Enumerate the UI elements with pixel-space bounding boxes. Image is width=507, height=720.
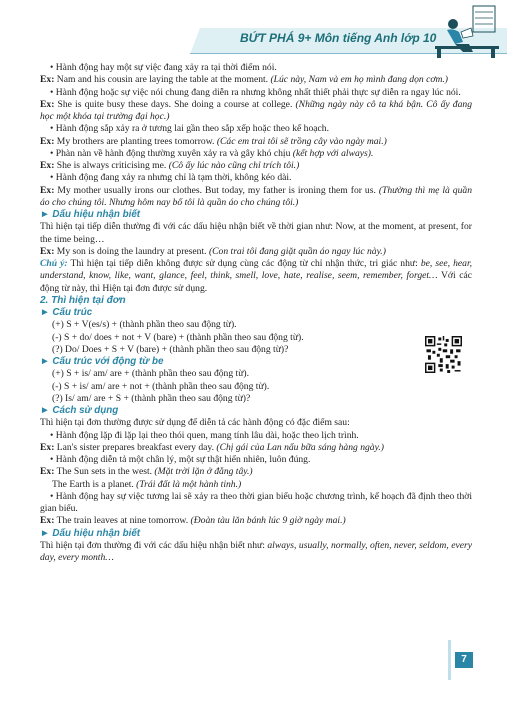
bullet-item [40,172,472,184]
paragraph-text: Thì hiện tại tiếp diễn thường đi với các dấu hiệu nhận biết về thời gian như: Now, at the moment, at present, for the time being… [40,221,472,245]
structure-text: (+) S + V(es/s) + (thành phần theo sau động từ). [52,319,237,331]
bullet-item [40,491,472,516]
structure-text: (+) S + is/ am/ are + (thành phần theo sau động từ). [52,368,250,380]
bullet-text: • Hành động lặp đi lặp lại theo thói quen, mang tính lâu dài, hoặc theo lịch trình. [50,429,359,441]
example-english: The Sun sets in the west. [54,466,153,478]
section-title-text: 2. Thì hiện tại đơn [40,294,126,306]
page-number: 7 [455,652,473,668]
example-label: Ex: [40,515,55,527]
note-tail: Với các động từ này, thì Hiện tại đơn được sử dụng. [40,270,472,294]
example-english: Nam and his cousin are laying the table at the moment. [54,74,269,86]
subheading [40,356,472,368]
bullet-text: • Hành động hoặc sự việc nói chung đang diễn ra nhưng không nhất thiết phải thực sự diễn ra ngay lúc nói. [50,86,461,98]
bullet-text: • Hành động hay sự việc tương lai sẽ xảy ra theo thời gian biểu hoặc chương trình, kế hoạch đã định theo thời gian biểu. [40,490,472,514]
example [40,99,472,124]
qr-code-icon [425,336,462,373]
subheading-text: ► Cấu trúc [40,307,93,318]
example-translation: (Cô ấy lúc nào cũng chỉ trích tôi.) [166,160,300,171]
example-translation: (Trái đất là một hành tinh.) [133,478,242,490]
bullet-item [40,62,472,74]
example-translation: (Đoàn tàu lăn bánh lúc 9 giờ ngày mai.) [188,515,346,527]
example-translation: (Các em trai tôi sẽ trồng cây vào ngày mai.) [214,135,387,147]
bullet-text: • Phàn nàn về hành động thường xuyên xảy ra và gây khó chịu [50,147,291,159]
section-title [40,295,472,307]
example [40,442,472,454]
bullet-item [40,454,472,466]
bullet-text: • Hành động hay một sự việc đang xảy ra tại thời điểm nói. [50,62,277,73]
example-label: Ex: [40,98,55,110]
example-translation: (Mặt trời lặn ở đằng tây.) [152,466,253,478]
structure-line [40,381,472,393]
paragraph [40,540,472,565]
example-english: My brothers are planting trees tomorrow. [54,135,215,147]
example [40,515,472,527]
reading-person-illustration [433,2,501,58]
subheading [40,405,472,417]
example [40,466,472,478]
example-translation: (Lúc này, Nam và em họ mình đang dọn cơm.) [268,74,448,86]
note-text: Thì hiện tại tiếp diễn không được sử dụng cùng các động từ chỉ nhận thức, tri giác như: [67,258,418,269]
structure-line [40,393,472,405]
example [40,160,472,172]
example-english: She is always criticising me. [54,160,167,171]
example-translation: (Con trai tôi đang giặt quần áo ngay lúc này.) [206,245,386,257]
paragraph [40,221,472,246]
example-english: Lan's sister prepares breakfast every day. [54,441,214,453]
page-content [40,62,472,564]
bullet-text: • Hành động sắp xảy ra ở tương lai gần theo sắp xếp hoặc theo kế hoạch. [50,123,329,135]
example-translation: (Chị gái của Lan nấu bữa sáng hàng ngày.) [214,441,384,453]
example-english: She is quite busy these days. She doing a course at college. [54,98,293,110]
note [40,258,472,295]
structure-line [40,332,472,344]
page-header [0,0,507,60]
structure-text: (?) Do/ Does + S + V (bare) + (thành phần theo sau động từ)? [52,343,289,355]
example-label: Ex: [40,135,55,147]
example-label: Ex: [40,74,55,86]
paragraph-text: Thì hiện tại đơn thường được sử dụng để diễn tả các hành động có đặc điểm sau: [40,417,350,429]
example-label: Ex: [40,245,55,257]
structure-line [40,368,472,380]
example [40,246,472,258]
structure-line [40,344,472,356]
example-label: Ex: [40,441,55,453]
bullet-item [40,148,472,160]
note-verbs: be, see, hear, understand, know, like, want, glance, feel, think, smell, love, hate, realise, seem, remember, forget… [40,258,473,282]
subheading [40,307,472,319]
example-english: The Earth is a planet. [52,478,134,490]
note-label: Chú ý: [40,258,68,269]
subheading-text: ► Cách sử dụng [40,405,119,416]
bullet-note: (kết hợp với always). [290,147,374,159]
structure-text: (?) Is/ am/ are + S + (thành phần theo sau động từ)? [52,392,251,404]
bullet-text: • Hành động đang xảy ra nhưng chỉ là tạm thời, không kéo dài. [50,172,292,184]
example-english: My mother usually irons our clothes. But today, my father is ironing them for us. [54,184,376,196]
example-label: Ex: [40,184,55,196]
example [40,74,472,86]
bullet-item [40,123,472,135]
structure-text: (-) S + is/ am/ are + not + (thành phần theo sau động từ). [52,380,270,392]
example-continued [40,479,472,491]
subheading-text: ► Cấu trúc với động từ be [40,356,164,367]
example-translation: (Thường thì mẹ là quần áo cho chúng tôi. Nhưng hôm nay bố tôi là quần áo cho chúng tôi.) [40,184,472,208]
paragraph [40,417,472,429]
example-label: Ex: [40,466,55,478]
page-side-mark [448,640,451,680]
example [40,136,472,148]
example-translation: (Những ngày này cô ta khá bận. Cô ấy đang học một khóa tại trường đại học.) [40,98,472,122]
bullet-item [40,87,472,99]
paragraph-text: Thì hiện tại đơn thường đi với các dấu hiệu nhận biết như: [40,539,265,551]
example [40,185,472,210]
example-english: My son is doing the laundry at present. [54,245,207,257]
header-title: BỨT PHÁ 9+ Môn tiếng Anh lớp 10 [240,31,437,45]
example-label: Ex: [40,160,55,171]
structure-text: (-) S + do/ does + not + V (bare) + (thành phần theo sau động từ). [52,331,304,343]
subheading [40,528,472,540]
paragraph-keywords: always, usually, normally, often, never, seldom, every day, every month… [40,539,472,563]
bullet-item [40,430,472,442]
structure-line [40,319,472,331]
bullet-text: • Hành động diễn tả một chân lý, một sự thật hiển nhiên, luôn đúng. [50,454,311,465]
subheading [40,209,472,221]
example-english: The train leaves at nine tomorrow. [54,515,189,527]
subheading-text: ► Dấu hiệu nhận biết [40,209,141,220]
subheading-text: ► Dấu hiệu nhận biết [40,527,141,539]
